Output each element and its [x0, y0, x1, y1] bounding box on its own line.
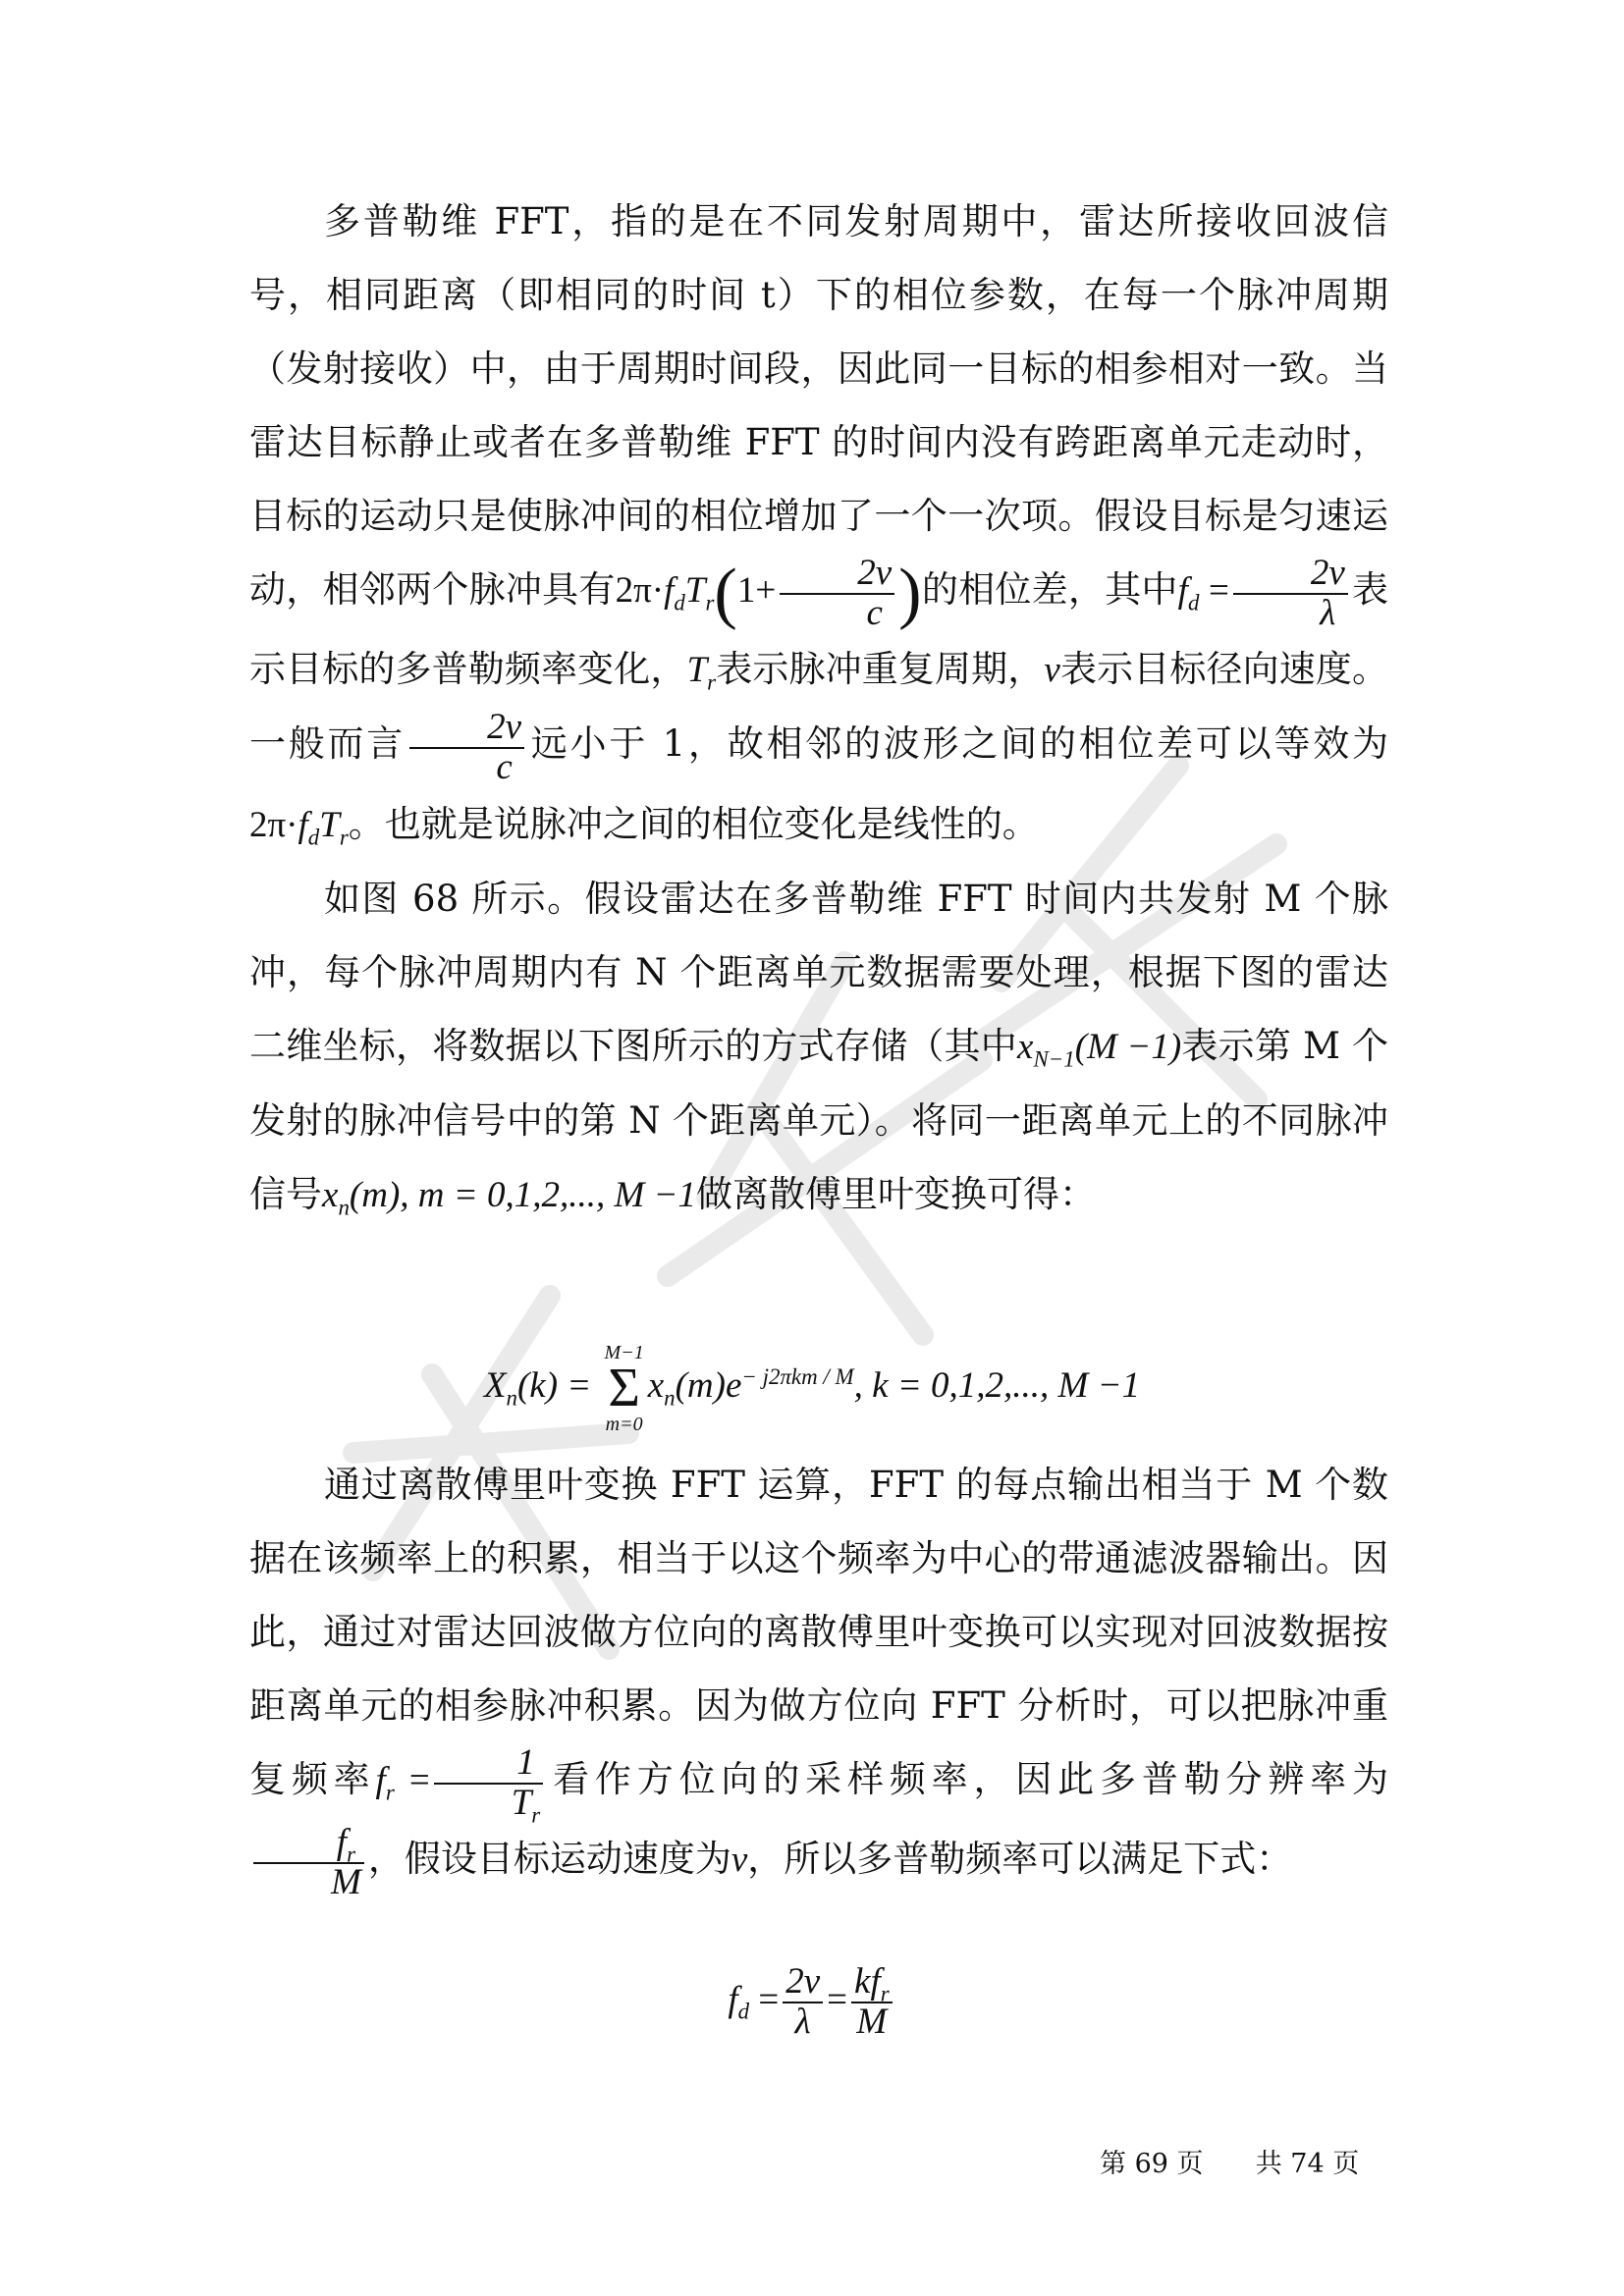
- equation-dft: $X_n(k)$ = M−1 Σ m=0 $x_n(m)e^{- j2\pi km / M}$, k = 0,1,2,..., M −1: [483, 1342, 1141, 1436]
- body-text-section-2: [249, 1448, 1388, 1902]
- total-pages: 共 74 页: [1255, 2149, 1360, 2179]
- paragraph-text: 通过离散傅里叶变换 FFT 运算，FFT 的每点输出相当于 M 个数据在该频率上的积累，相当于以这个频率为中心的带通滤波器输出。因此，通过对雷达回波做方位向的离散傅里叶变换可以实现对回波数据按距离单元的相参脉冲积累。因为做方位向 FFT 分析时，可以把脉冲重复频率: [249, 1464, 1388, 1800]
- paragraph-text: ，所以多普勒频率可以满足下式：: [747, 1838, 1293, 1881]
- body-text-section-1: [249, 185, 1388, 1232]
- paragraph-text: 。也就是说脉冲之间的相位变化是线性的。: [348, 802, 1039, 845]
- symbol-v: v: [1044, 650, 1060, 691]
- formula-fr: $f_r$ = $\frac{1}{T_r}$: [376, 1760, 548, 1800]
- paragraph-text: 表示第 M 个发射的脉冲信号中的第 N 个距离单元）。将同一距离单元上的不同脉冲信号: [249, 1024, 1388, 1215]
- formula-fr-over-M: $\frac{f_r}{M}$: [249, 1840, 368, 1880]
- paragraph-text: 多普勒维 FFT，指的是在不同发射周期中，雷达所接收回波信号，相同距离（即相同的时间 t）下的相位参数，在每一个脉冲周期（发射接收）中，由于周期时间段，因此同一目标的相参相对一致。当雷达目标静止或者在多普勒维 FFT 的时间内没有跨距离单元走动时，目标的运动只是使脉冲间的相位增加了一个一次项。假设目标是匀速运动，相邻两个脉冲具有: [249, 200, 1388, 611]
- paragraph-2: [249, 862, 1388, 1232]
- formula-2v-over-c: $\frac{2v}{c}$: [406, 724, 528, 765]
- formula-doppler-freq: $f_d$ = $\frac{2v}{\lambda}$: [1178, 570, 1352, 611]
- formula-xN1: $x_{N-1}(M -1)$: [1017, 1026, 1182, 1072]
- page-footer: [1100, 2142, 1359, 2180]
- paragraph-text: 做离散傅里叶变换可得：: [696, 1172, 1096, 1215]
- summation-symbol: M−1 Σ m=0: [604, 1342, 644, 1436]
- paragraph-text: ，假设目标运动速度为: [367, 1838, 731, 1881]
- paragraph-text: 表示目标径向速度。一般而言: [249, 648, 1389, 766]
- paragraph-text: 表示脉冲重复周期，: [716, 648, 1045, 691]
- symbol-v: v: [731, 1840, 748, 1881]
- paragraph-text: 远小于 1，故相邻的波形之间的相位差可以等效为: [528, 722, 1388, 766]
- equation-doppler: $f_d$ = $\frac{2v}{\lambda}$ = $\frac{kf_r}{M}$: [0, 1963, 1624, 2042]
- paragraph-3: [249, 1448, 1388, 1902]
- paragraph-text: 看作方位向的采样频率，因此多普勒分辨率为: [547, 1758, 1389, 1800]
- formula-phase-diff: $2\pi\cdot f_dT_r(1+$ $\frac{2v}{c}$ ): [615, 552, 922, 633]
- page-number: 第 69 页: [1100, 2149, 1204, 2179]
- paragraph-text: 如图 68 所示。假设雷达在多普勒维 FFT 时间内共发射 M 个脉冲，每个脉冲周期内有 N 个距离单元数据需要处理，根据下图的雷达二维坐标，将数据以下图所示的方式存储（其中: [249, 877, 1388, 1067]
- formula-phase-equiv: $2\pi\cdot f_dT_r$: [249, 804, 349, 850]
- formula-xn-m: $x_n(m)$, m = 0,1,2,..., M −1: [322, 1174, 696, 1220]
- symbol-Tr: $T_r$: [686, 650, 717, 695]
- paragraph-text: 的相位差，其中: [921, 568, 1178, 611]
- paragraph-1: [249, 185, 1388, 862]
- paragraph-text: 表示目标的多普勒频率变化，: [249, 568, 1389, 691]
